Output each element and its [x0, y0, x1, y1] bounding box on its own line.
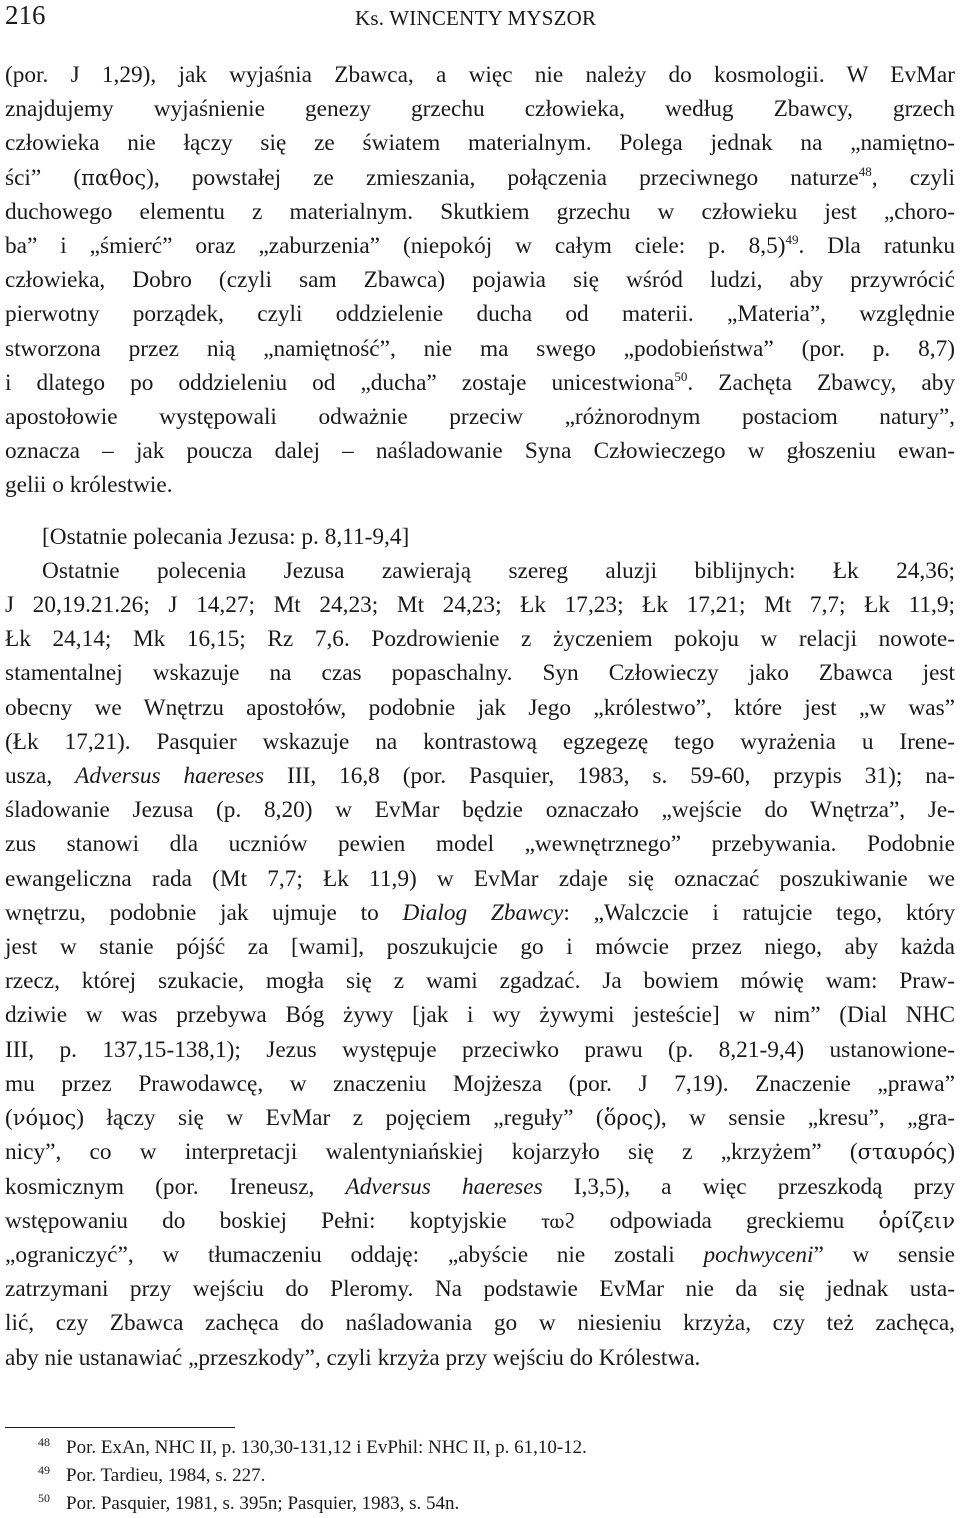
text-line [5, 229, 955, 263]
text-run: usza, [5, 763, 76, 790]
text-run: , czyli [871, 164, 955, 191]
text-run: wstępowaniu do boskiej Pełni: koptyjskie [5, 1207, 541, 1234]
text-line: (Łk 17,21). Pasquier wskazuje na kontrastową egzegezę tego wyrażenia u Irene- [5, 728, 955, 755]
text-run: . Zachęta Zbawcy, aby [687, 369, 955, 396]
text-line: jest w stanie pójść za [wami], poszukujcie go i mówcie przez niego, aby każda [5, 934, 955, 961]
text-line: oznacza – jak poucza dalej – naśladowanie Syna Człowieczego w głoszeniu ewan- [5, 438, 955, 465]
text-line [5, 759, 955, 793]
text-line: człowieka nie łączy się ze światem materialnym. Polega jednak na „namiętno- [5, 130, 955, 157]
italic-title: Adversus haereses [345, 1173, 543, 1200]
text-line: ewangeliczna rada (Mt 7,7; Łk 11,9) w EvMar zdaje się oznaczać poszukiwanie we [5, 865, 955, 892]
coptic-word: ⲧⲱϩ [540, 1208, 576, 1233]
greek-word: παθος [81, 165, 147, 190]
section-heading: [Ostatnie polecania Jezusa: p. 8,11-9,4] [42, 523, 410, 550]
page-header [5, 0, 955, 40]
footnote-ref[interactable]: 49 [785, 232, 799, 248]
main-text [5, 58, 955, 1375]
text-line: stworzona przez nią „namiętność”, nie ma swego „podobieństwa” (por. p. 8,7) [5, 335, 955, 362]
text-line: człowieka, Dobro (czyli sam Zbawca) pojawia się wśród ludzi, aby przywrócić [5, 267, 955, 294]
text-run: nicy”, co w interpretacji walentyniańskiej kojarzyło się z „krzyżem” ( [5, 1139, 858, 1166]
paragraph-1 [5, 58, 955, 503]
text-line: Ostatnie polecenia Jezusa zawierają szereg aluzji biblijnych: Łk 24,36; [42, 557, 955, 584]
text-line [5, 1204, 955, 1238]
text-line: Łk 24,14; Mk 16,15; Rz 7,6. Pozdrowienie z życzeniem pokoju w relacji nowote- [5, 626, 955, 653]
text-line: (por. J 1,29), jak wyjaśnia Zbawca, a więc nie należy do kosmologii. W EvMar [5, 62, 955, 88]
greek-word: νόμος [12, 1106, 77, 1131]
text-line [5, 1101, 955, 1135]
italic-title: Dialog Zbawcy [402, 899, 564, 926]
greek-word: ὁρίζειν [878, 1208, 955, 1233]
text-line: zus stanowi dla uczniów pewien model „wewnętrznego” przebywania. Podobnie [5, 831, 955, 858]
text-run: ) łączy się w EvMar z pojęciem „reguły” ( [76, 1105, 604, 1132]
text-line: J 20,19.21.26; J 14,27; Mt 24,23; Mt 24,23; Łk 17,23; Łk 17,21; Mt 7,7; Łk 11,9; [5, 592, 955, 619]
text-line: dziwie w was przebywa Bóg żywy [jak i wy żywymi jesteście] w nim” (Dial NHC [5, 1002, 955, 1029]
text-run: ), powstałej ze zmieszania, połączenia przeciwnego naturze [146, 164, 859, 191]
section-2 [5, 520, 955, 1375]
footnote-49: 49 Por. Tardieu, 1984, s. 227. [38, 1463, 266, 1486]
text-run: i dlatego po oddzieleniu od „ducha” zostaje unicestwiona [5, 369, 675, 396]
text-line: duchowego elementu z materialnym. Skutkiem grzechu w człowieku jest „choro- [5, 198, 955, 225]
text-run: I,3,5), a więc przeszkodą przy [542, 1173, 955, 1200]
footnote-divider [5, 1427, 235, 1428]
text-line: znajdujemy wyjaśnienie genezy grzechu człowieka, według Zbawcy, grzech [5, 96, 955, 123]
text-run: kosmicznym (por. Ireneusz, [5, 1173, 346, 1200]
text-line: zatrzymani przy wejściu do Pleromy. Na podstawie EvMar nie da się jednak usta- [5, 1276, 955, 1303]
text-run: ) [947, 1139, 955, 1166]
text-run: : „Walczcie i ratujcie tego, który [563, 899, 956, 926]
text-run: ), w sensie „kresu”, „gra- [653, 1105, 956, 1132]
text-run: III, 16,8 (por. Pasquier, 1983, s. 59-60, przypis 31); na- [264, 763, 955, 790]
text-line: III, p. 137,15-138,1); Jezus występuje przeciwko prawu (p. 8,21-9,4) ustanowione- [5, 1036, 955, 1063]
text-line [5, 161, 955, 195]
footnote-50: 50 Por. Pasquier, 1981, s. 395n; Pasquier, 1983, s. 54n. [38, 1491, 460, 1514]
text-run: . Dla ratunku [798, 233, 955, 260]
text-run: ( [5, 1105, 13, 1132]
page-number: 216 [5, 0, 46, 30]
text-run: ba” i „śmierć” oraz „zaburzenia” (niepokój w całym ciele: p. 8,5) [5, 233, 786, 260]
text-line [5, 366, 955, 400]
text-line [5, 896, 955, 930]
footnotes [38, 1434, 938, 1518]
footnote-48: 48 Por. ExAn, NHC II, p. 130,30-131,12 i EvPhil: NHC II, p. 61,10-12. [38, 1435, 587, 1458]
greek-word: ὅρος [603, 1106, 654, 1131]
text-line: gelii o królestwie. [5, 472, 173, 499]
text-run: odpowiada greckiemu [575, 1207, 879, 1234]
italic-word: pochwyceni [703, 1241, 814, 1268]
footnote-text: Por. ExAn, NHC II, p. 130,30-131,12 i EvPhil: NHC II, p. 61,10-12. [66, 1437, 587, 1458]
greek-word: σταυρός [857, 1140, 948, 1165]
text-line: apostołowie występowali odważnie przeciw „różnorodnym postaciom natury”, [5, 404, 955, 431]
text-run: ” w sensie [813, 1241, 956, 1268]
text-run: „ograniczyć”, w tłumaczeniu oddaję: „abyście nie zostali [5, 1241, 704, 1268]
text-line [5, 1170, 955, 1204]
text-run: wnętrzu, podobnie jak ujmuje to [5, 899, 403, 926]
footnote-text: Por. Tardieu, 1984, s. 227. [66, 1465, 266, 1486]
text-line: mu przez Prawodawcę, w znaczeniu Mojżesza (por. J 7,19). Znaczenie „prawa” [5, 1070, 955, 1097]
text-line: stamentalnej wskazuje na czas popaschalny. Syn Człowieczy jako Zbawca jest [5, 660, 955, 687]
text-line: aby nie ustanawiać „przeszkody”, czyli krzyża przy wejściu do Królestwa. [5, 1344, 701, 1371]
footnote-ref[interactable]: 48 [858, 163, 872, 179]
text-line [5, 1238, 955, 1272]
italic-title: Adversus haereses [75, 763, 265, 790]
text-line: obecny we Wnętrzu apostołów, podobnie jak Jego „królestwo”, które jest „w was” [5, 694, 955, 721]
footnote-ref[interactable]: 50 [674, 368, 688, 384]
text-line: lić, czy Zbawca zachęca do naśladowania go w niesieniu krzyża, czy też zachęca, [5, 1310, 955, 1337]
text-line: rzecz, której szukacie, mogła się z wami zgadzać. Ja bowiem mówię wam: Praw- [5, 968, 955, 995]
text-run: ści” ( [5, 164, 82, 191]
text-line [5, 1135, 955, 1169]
running-head: Ks. WINCENTY MYSZOR [355, 6, 597, 30]
footnote-text: Por. Pasquier, 1981, s. 395n; Pasquier, 1983, s. 54n. [66, 1493, 460, 1514]
text-line: pierwotny porządek, czyli oddzielenie ducha od materii. „Materia”, względnie [5, 301, 955, 328]
text-line: śladowanie Jezusa (p. 8,20) w EvMar będzie oznaczało „wejście do Wnętrza”, Je- [5, 797, 955, 824]
